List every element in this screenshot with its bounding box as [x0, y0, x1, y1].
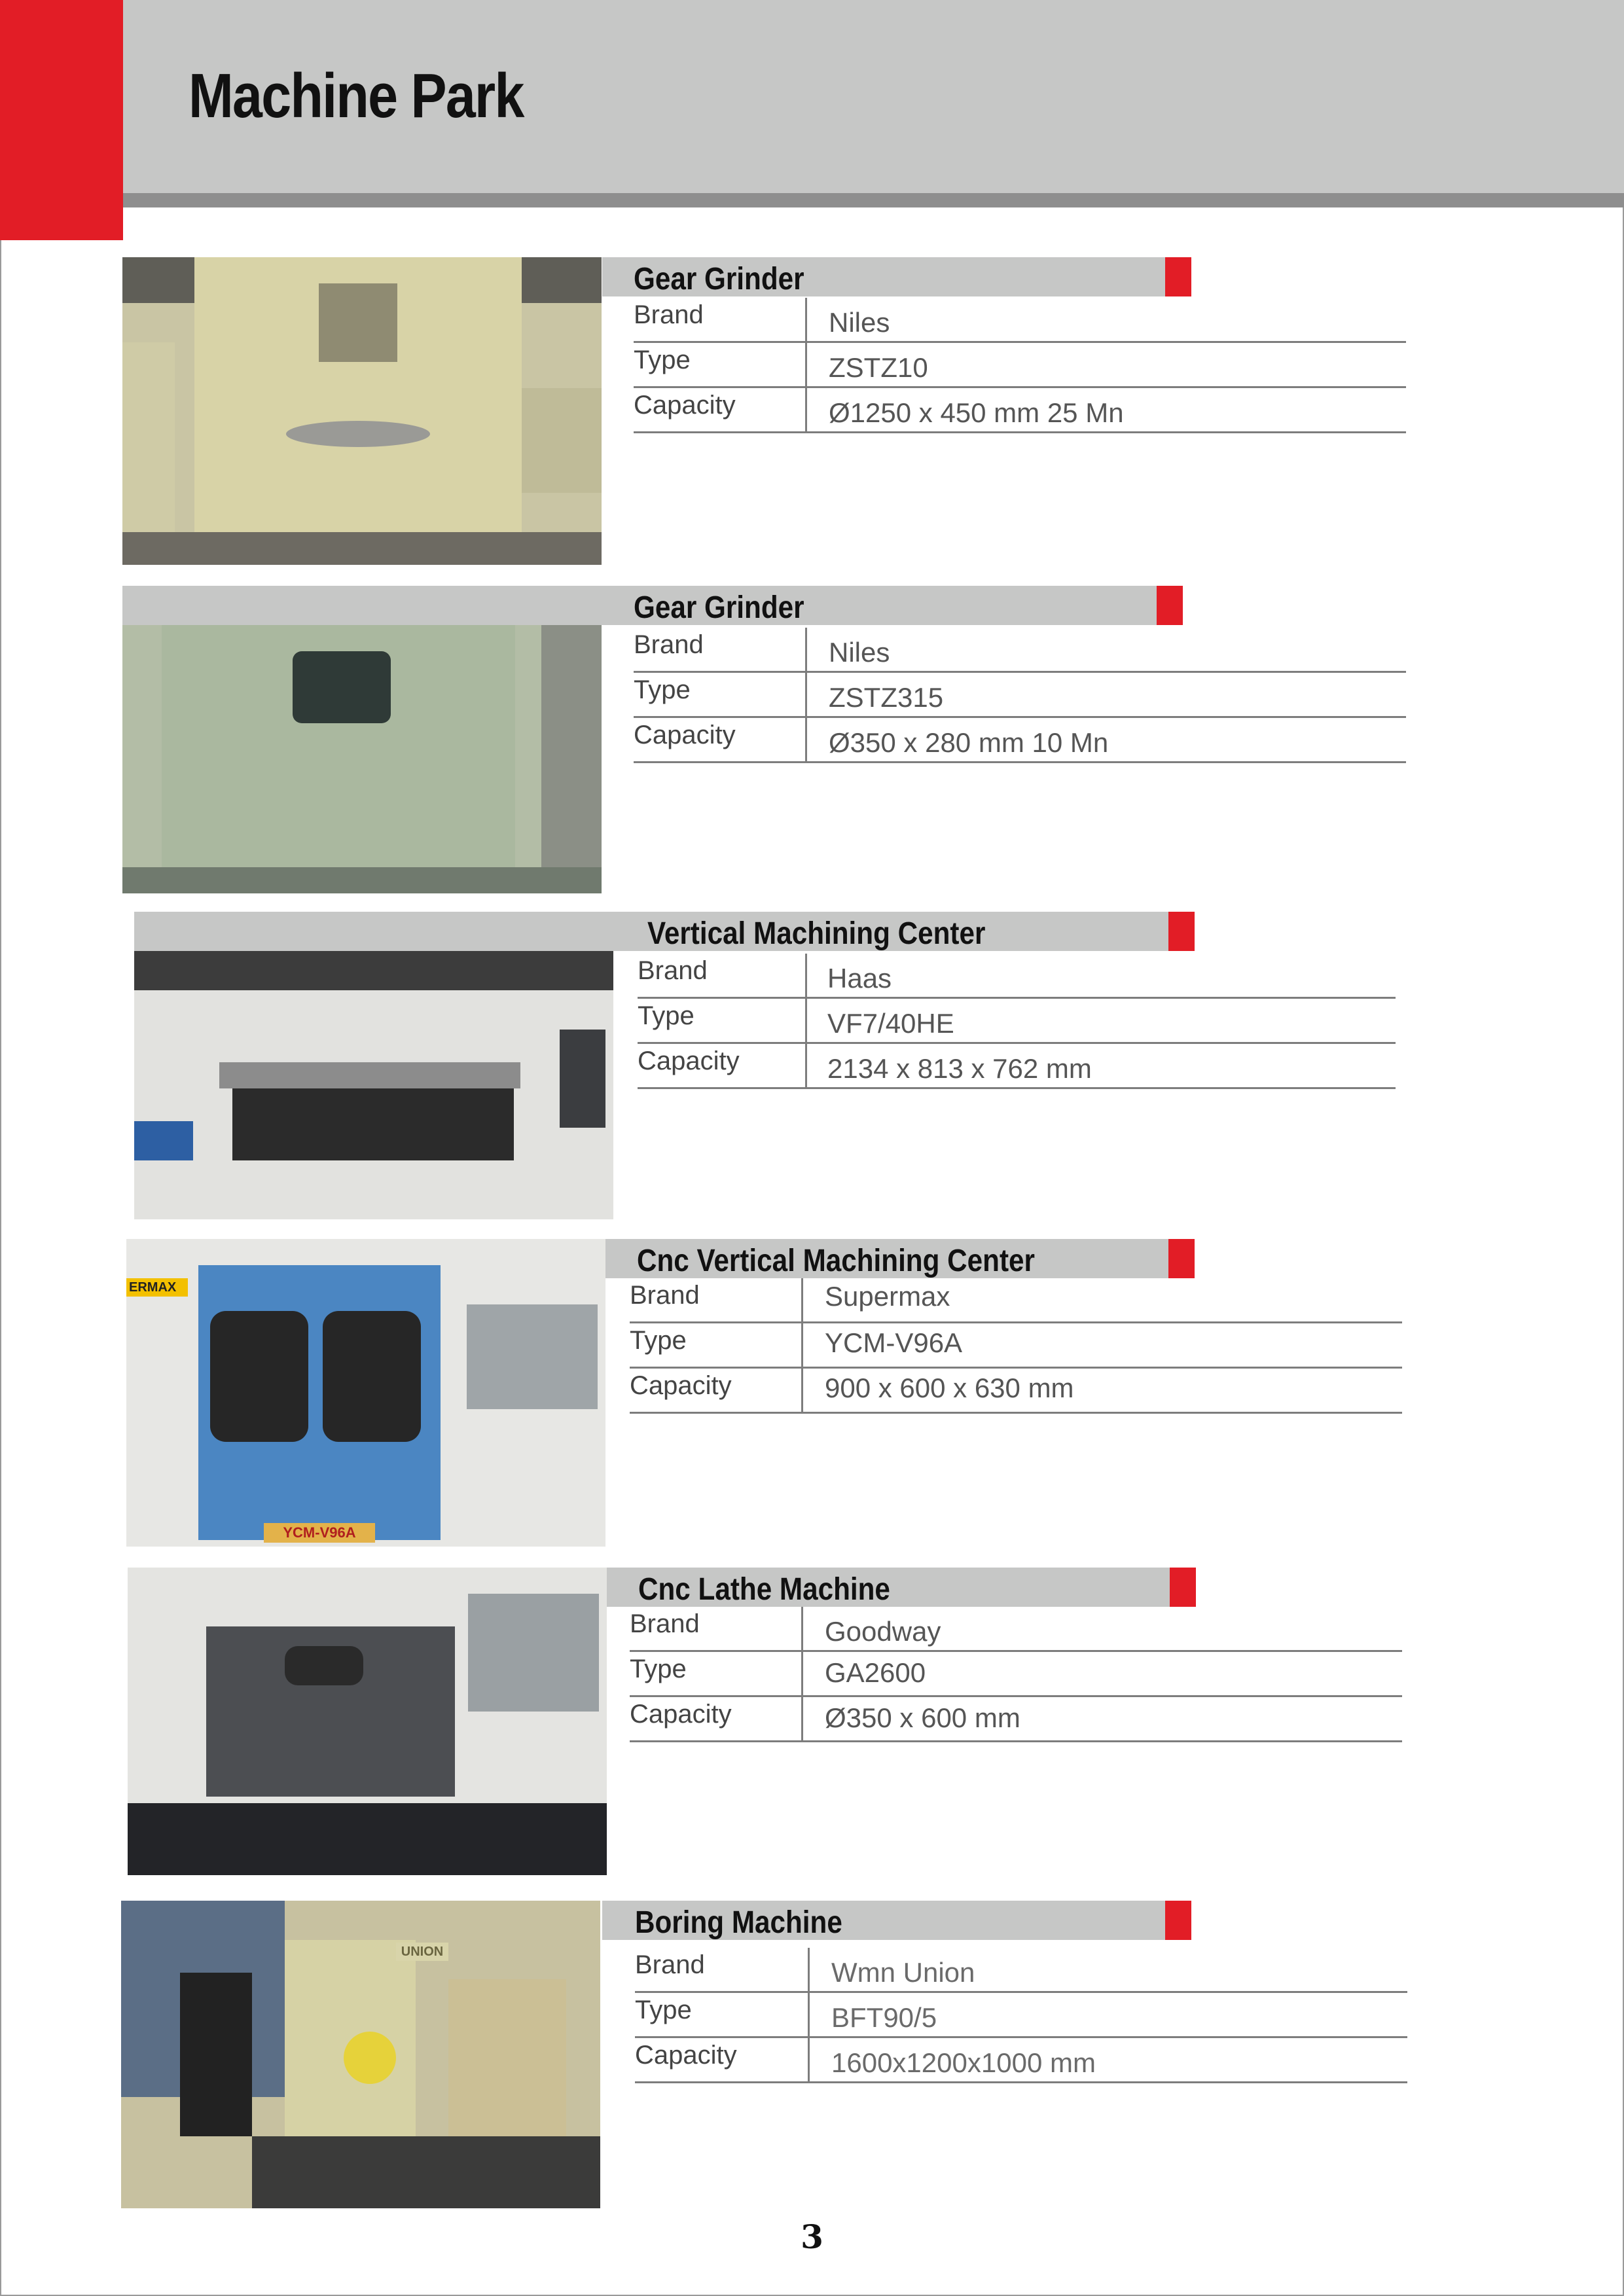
spec-row-brand — [635, 1948, 1407, 1993]
spec-divider — [801, 1652, 803, 1695]
machine-title-bar — [122, 586, 1183, 625]
spec-table — [638, 954, 1396, 1089]
spec-divider — [801, 1369, 803, 1412]
spec-row-brand — [634, 298, 1406, 343]
spec-label: Capacity — [630, 1700, 732, 1729]
spec-value: Niles — [829, 637, 890, 668]
spec-row-capacity — [635, 2038, 1407, 2083]
machine-title-bar — [134, 912, 1195, 951]
machine-title-bar — [607, 1568, 1196, 1607]
spec-label: Type — [634, 346, 691, 374]
spec-label: Brand — [630, 1281, 700, 1310]
spec-divider — [805, 343, 807, 386]
spec-divider — [801, 1278, 803, 1321]
boring-machine-photo — [121, 1901, 600, 2208]
machine-title: Cnc Vertical Machining Center — [637, 1244, 1035, 1278]
header-red-block — [0, 0, 123, 240]
spec-label: Capacity — [634, 721, 736, 749]
spec-label: Type — [630, 1655, 687, 1683]
spec-label: Brand — [634, 300, 704, 329]
spec-divider — [805, 673, 807, 716]
machine-title: Gear Grinder — [634, 262, 804, 296]
spec-row-brand — [630, 1607, 1402, 1652]
spec-value: BFT90/5 — [831, 2002, 937, 2033]
spec-value: VF7/40HE — [827, 1008, 954, 1039]
spec-divider — [808, 1948, 810, 1991]
spec-divider — [801, 1607, 803, 1650]
spec-row-capacity — [630, 1697, 1402, 1742]
gear-grinder-photo — [122, 625, 602, 893]
spec-value: Goodway — [825, 1616, 941, 1647]
spec-label: Type — [638, 1001, 695, 1030]
spec-value: Wmn Union — [831, 1957, 975, 1988]
photo-label: ERMAX — [126, 1278, 188, 1297]
spec-label: Capacity — [635, 2041, 737, 2070]
spec-value: ZSTZ10 — [829, 352, 928, 383]
page-title: Machine Park — [189, 61, 524, 131]
spec-row-brand — [634, 628, 1406, 673]
machine-section — [0, 1239, 1624, 1553]
spec-label: Capacity — [634, 391, 736, 420]
machine-section — [0, 586, 1624, 900]
machine-section — [0, 1901, 1624, 2215]
cnc-lathe-photo — [128, 1568, 607, 1875]
spec-row-brand — [630, 1278, 1402, 1323]
spec-divider — [805, 1044, 807, 1087]
machine-title-bar — [602, 257, 1191, 296]
spec-label: Brand — [634, 630, 704, 659]
spec-table — [635, 1948, 1407, 2083]
spec-divider — [808, 2038, 810, 2081]
machine-title-bar — [602, 1901, 1191, 1940]
photo-label: UNION — [396, 1943, 448, 1961]
spec-divider — [808, 1993, 810, 2036]
machine-title: Gear Grinder — [634, 590, 804, 625]
red-tab — [1157, 586, 1183, 625]
spec-value: GA2600 — [825, 1657, 926, 1688]
spec-label: Brand — [630, 1609, 700, 1638]
spec-row-type — [635, 1993, 1407, 2038]
machine-title: Vertical Machining Center — [647, 916, 986, 951]
spec-divider — [805, 388, 807, 431]
spec-label: Brand — [635, 1950, 705, 1979]
red-tab — [1168, 912, 1195, 951]
spec-row-type — [634, 343, 1406, 388]
spec-table — [630, 1278, 1402, 1414]
spec-row-type — [634, 673, 1406, 718]
spec-divider — [801, 1323, 803, 1367]
machine-title-bar — [605, 1239, 1195, 1278]
gear-grinder-photo — [122, 257, 602, 565]
spec-table — [634, 628, 1406, 763]
spec-row-capacity — [634, 388, 1406, 433]
spec-row-capacity — [634, 718, 1406, 763]
machine-section — [0, 257, 1624, 571]
spec-value: Niles — [829, 307, 890, 338]
spec-value: Supermax — [825, 1281, 950, 1312]
machine-section — [0, 912, 1624, 1226]
spec-divider — [805, 298, 807, 341]
spec-value: YCM-V96A — [825, 1327, 963, 1358]
spec-divider — [801, 1697, 803, 1740]
spec-value: Haas — [827, 963, 892, 994]
spec-row-type — [630, 1652, 1402, 1697]
spec-label: Capacity — [638, 1047, 740, 1075]
page-number: 3 — [801, 2217, 823, 2256]
machine-title: Boring Machine — [635, 1905, 842, 1940]
red-tab — [1170, 1568, 1196, 1607]
spec-row-brand — [638, 954, 1396, 999]
photo-label: YCM-V96A — [264, 1523, 375, 1543]
spec-value: 2134 x 813 x 762 mm — [827, 1053, 1092, 1084]
spec-row-capacity — [630, 1369, 1402, 1414]
header-rule — [123, 193, 1624, 207]
cnc-machining-center-photo — [126, 1239, 605, 1547]
spec-value: ZSTZ315 — [829, 682, 944, 713]
red-tab — [1168, 1239, 1195, 1278]
machine-section — [0, 1568, 1624, 1882]
spec-value: Ø1250 x 450 mm 25 Mn — [829, 397, 1124, 428]
spec-label: Brand — [638, 956, 708, 985]
machining-center-photo — [134, 951, 613, 1219]
red-tab — [1165, 1901, 1191, 1940]
spec-divider — [805, 954, 807, 997]
spec-label: Capacity — [630, 1371, 732, 1400]
spec-label: Type — [634, 675, 691, 704]
spec-row-capacity — [638, 1044, 1396, 1089]
spec-row-type — [638, 999, 1396, 1044]
spec-label: Type — [635, 1996, 692, 2024]
spec-value: Ø350 x 600 mm — [825, 1702, 1020, 1733]
spec-value: 1600x1200x1000 mm — [831, 2047, 1096, 2078]
machine-title: Cnc Lathe Machine — [638, 1572, 890, 1607]
spec-value: Ø350 x 280 mm 10 Mn — [829, 727, 1109, 758]
spec-value: 900 x 600 x 630 mm — [825, 1372, 1074, 1403]
spec-divider — [805, 628, 807, 671]
spec-table — [630, 1607, 1402, 1742]
spec-divider — [805, 999, 807, 1042]
spec-table — [634, 298, 1406, 433]
spec-label: Type — [630, 1326, 687, 1355]
spec-row-type — [630, 1323, 1402, 1369]
spec-divider — [805, 718, 807, 761]
red-tab — [1165, 257, 1191, 296]
